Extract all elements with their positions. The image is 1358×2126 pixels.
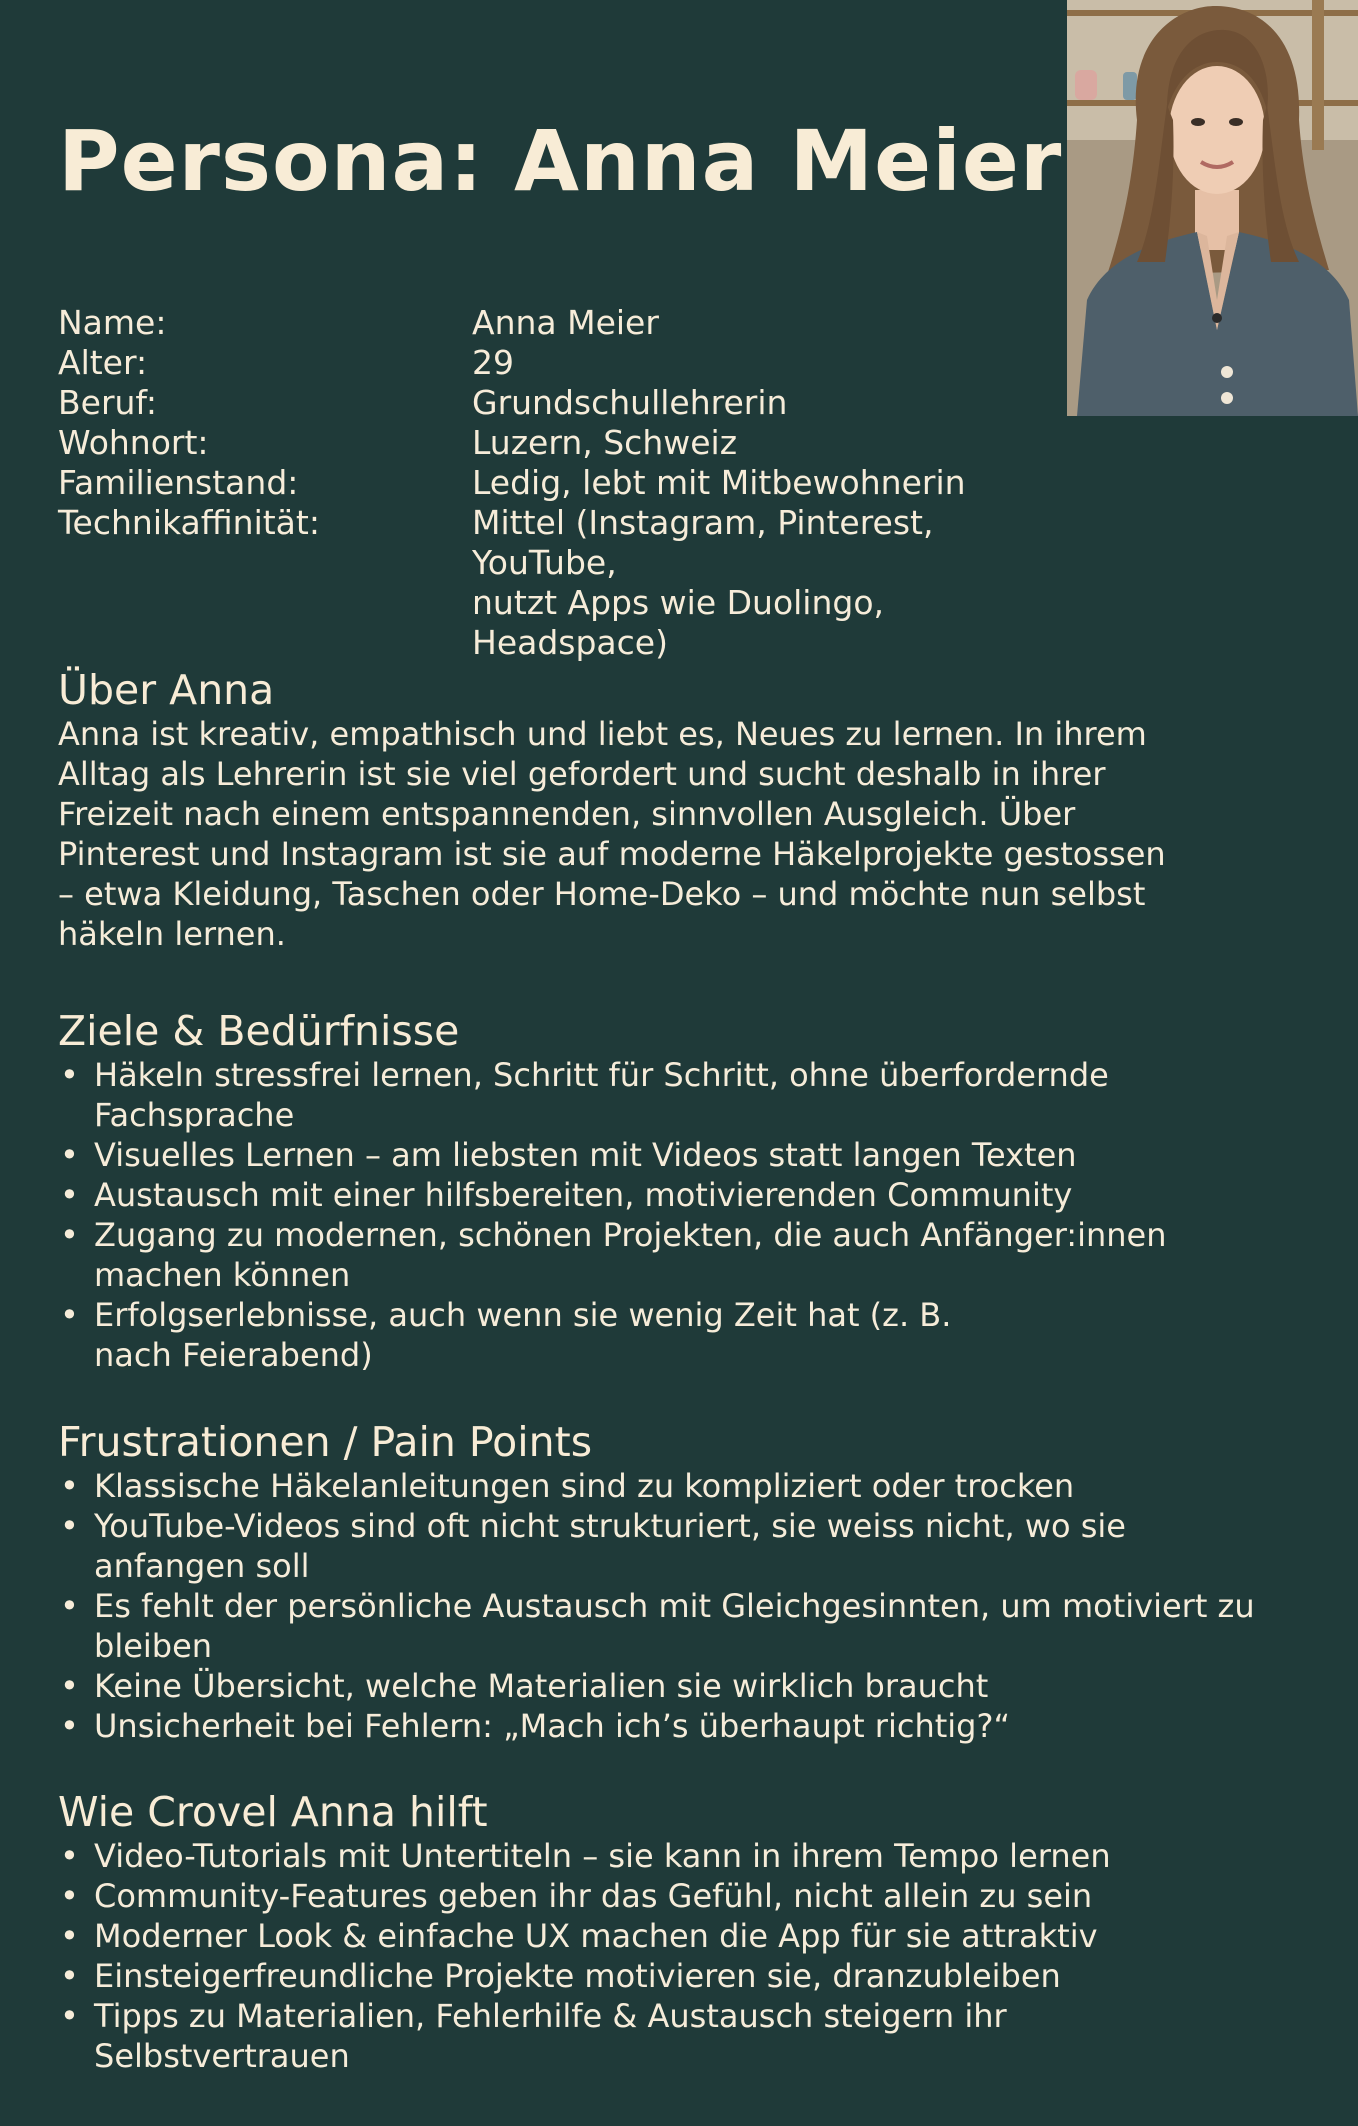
portrait-photo	[1067, 0, 1358, 416]
list-item: • Es fehlt der persönliche Austausch mit Gleichgesinnten, um motiviert zu bleiben	[58, 1586, 1318, 1666]
about-line: Pinterest und Instagram ist sie auf moderne Häkelprojekte gestossen	[58, 835, 1166, 873]
about-line: Alltag als Lehrerin ist sie viel gefordert und sucht deshalb in ihrer	[58, 755, 1106, 793]
section-heading: Ziele & Bedürfnisse	[58, 1007, 460, 1055]
fact-label: Beruf:	[58, 383, 157, 422]
list-item: • Erfolgserlebnisse, auch wenn sie wenig Zeit hat (z. B. nach Feierabend)	[58, 1295, 974, 1375]
list-item: • Visuelles Lernen – am liebsten mit Videos statt langen Texten	[58, 1135, 1258, 1175]
fact-value: Grundschullehrerin	[472, 383, 788, 422]
about-line: Anna ist kreativ, empathisch und liebt es, Neues zu lernen. In ihrem	[58, 715, 1147, 753]
list-item: • Unsicherheit bei Fehlern: „Mach ich’s überhaupt richtig?“	[58, 1706, 1318, 1746]
fact-row-job	[58, 383, 1058, 423]
fact-label	[58, 583, 472, 663]
fact-value: Anna Meier	[472, 303, 659, 342]
list-item: • Video-Tutorials mit Untertiteln – sie kann in ihrem Tempo lernen	[58, 1836, 1318, 1876]
section-heading: Über Anna	[58, 666, 275, 714]
about-line: Freizeit nach einem entspannenden, sinnvollen Ausgleich. Über	[58, 795, 1076, 833]
fact-value: Mittel (Instagram, Pinterest, YouTube,	[472, 503, 934, 582]
facts-list	[58, 303, 1058, 663]
help-section	[58, 1788, 1318, 2076]
pains-section	[58, 1418, 1318, 1746]
goals-list	[58, 1055, 1258, 1375]
pains-list	[58, 1466, 1318, 1746]
goals-section	[58, 1007, 1258, 1375]
list-item: • YouTube-Videos sind oft nicht strukturiert, sie weiss nicht, wo sie anfangen soll	[58, 1506, 1234, 1586]
fact-row-age	[58, 343, 1058, 383]
about-line: häkeln lernen.	[58, 915, 286, 953]
page-title: Persona: Anna Meier	[58, 112, 1063, 210]
fact-row-status	[58, 463, 1058, 503]
fact-value: Ledig, lebt mit Mitbewohnerin	[472, 463, 966, 502]
list-item: • Community-Features geben ihr das Gefühl, nicht allein zu sein	[58, 1876, 1318, 1916]
list-item: • Moderner Look & einfache UX machen die App für sie attraktiv	[58, 1916, 1318, 1956]
section-heading: Frustrationen / Pain Points	[58, 1418, 593, 1466]
help-list	[58, 1836, 1318, 2076]
fact-label: Familienstand:	[58, 463, 299, 502]
fact-row-location	[58, 423, 1058, 463]
about-section	[58, 666, 1318, 954]
section-heading: Wie Crovel Anna hilft	[58, 1788, 488, 1836]
list-item: • Einsteigerfreundliche Projekte motivieren sie, dranzubleiben	[58, 1956, 1318, 1996]
list-item: • Austausch mit einer hilfsbereiten, motivierenden Community	[58, 1175, 1258, 1215]
fact-row-tech	[58, 503, 1058, 583]
list-item: • Keine Übersicht, welche Materialien sie wirklich braucht	[58, 1666, 1318, 1706]
fact-label: Wohnort:	[58, 423, 209, 462]
list-item: • Tipps zu Materialien, Fehlerhilfe & Austausch steigern ihr Selbstvertrauen	[58, 1996, 1174, 2076]
fact-label: Technikaffinität:	[58, 503, 320, 542]
list-item: • Häkeln stressfrei lernen, Schritt für Schritt, ohne überfordernde Fachsprache	[58, 1055, 1258, 1135]
fact-label: Alter:	[58, 343, 148, 382]
fact-value: 29	[472, 343, 514, 382]
list-item: • Klassische Häkelanleitungen sind zu kompliziert oder trocken	[58, 1466, 1318, 1506]
list-item: • Zugang zu modernen, schönen Projekten, die auch Anfänger:innen machen können	[58, 1215, 1258, 1295]
fact-row-tech-cont	[58, 583, 1058, 663]
about-line: – etwa Kleidung, Taschen oder Home-Deko – und möchte nun selbst	[58, 875, 1146, 913]
fact-row-name	[58, 303, 1058, 343]
fact-label: Name:	[58, 303, 167, 342]
fact-value: Luzern, Schweiz	[472, 423, 738, 462]
fact-value: nutzt Apps wie Duolingo, Headspace)	[472, 583, 885, 662]
